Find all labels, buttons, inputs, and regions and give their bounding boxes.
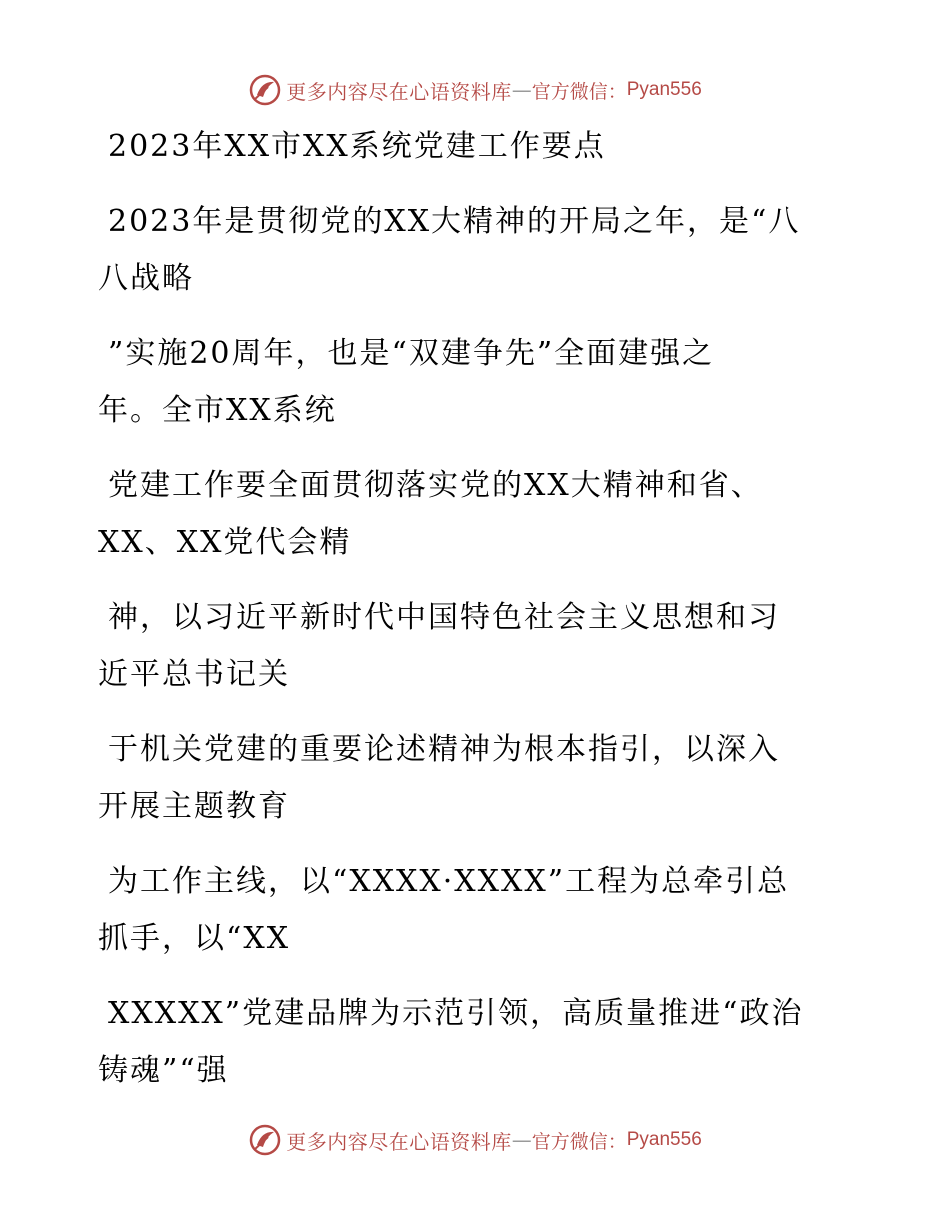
watermark-text: 更多内容尽在心语资料库: [286, 1129, 512, 1154]
watermark-wechat-id: Pyan556: [626, 1129, 702, 1150]
body-line: 八战略: [98, 261, 194, 296]
library-logo-icon: [248, 1123, 282, 1157]
body-line: 2023年是贯彻党的XX大精神的开局之年，是“八: [108, 204, 801, 239]
document-title: 2023年XX市XX系统党建工作要点: [108, 129, 606, 164]
body-line: 抓手，以“XX: [98, 921, 291, 956]
body-line: 党建工作要全面贯彻落实党的XX大精神和省、: [108, 468, 763, 503]
watermark-separator: —: [511, 1128, 532, 1152]
body-line: 年。全市XX系统: [98, 393, 337, 428]
watermark-separator: —: [511, 78, 532, 102]
body-line: 近平总书记关: [98, 657, 290, 692]
header-watermark: [0, 70, 950, 110]
body-line: 于机关党建的重要论述精神为根本指引，以深入: [108, 732, 780, 767]
body-line: 开展主题教育: [98, 789, 290, 824]
body-line: 铸魂”“强: [98, 1053, 229, 1088]
body-line: XX、XX党代会精: [98, 525, 352, 560]
library-logo-icon: [248, 73, 282, 107]
footer-watermark: [0, 1120, 950, 1160]
body-line: XXXXX”党建品牌为示范引领，高质量推进“政治: [108, 996, 804, 1031]
body-line: 神，以习近平新时代中国特色社会主义思想和习: [108, 600, 780, 635]
body-line: 为工作主线，以“XXXX·XXXX”工程为总牵引总: [108, 864, 790, 899]
watermark-wechat-label: 官方微信：: [531, 1130, 627, 1153]
watermark-text: 更多内容尽在心语资料库: [286, 79, 512, 104]
body-line: ”实施20周年，也是“双建争先”全面建强之: [108, 336, 715, 371]
watermark-wechat-label: 官方微信：: [531, 80, 627, 103]
watermark-wechat-id: Pyan556: [626, 79, 702, 100]
